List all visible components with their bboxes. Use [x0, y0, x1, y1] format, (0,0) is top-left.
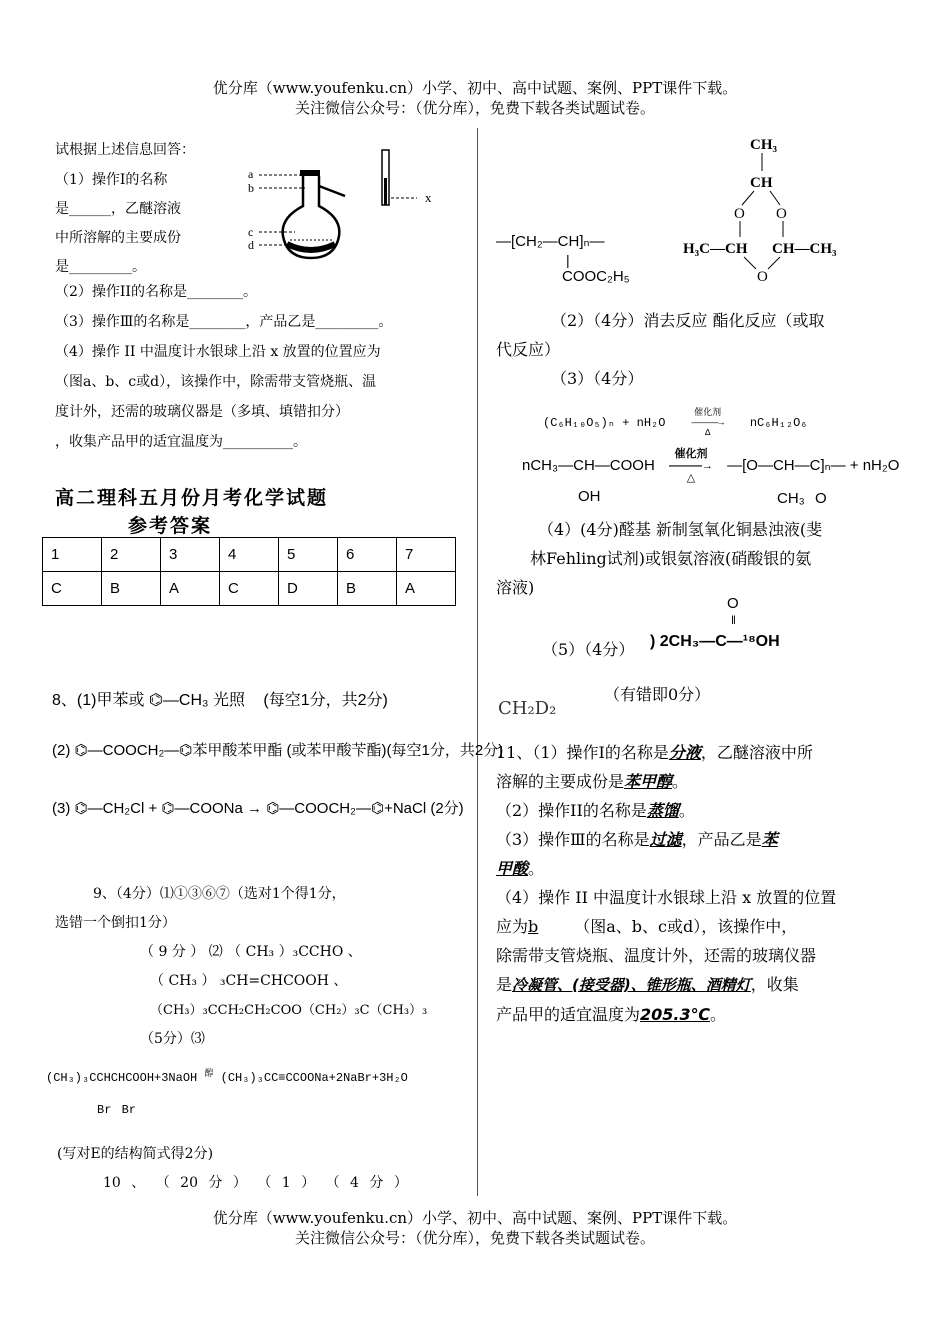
header-line-2: 关注微信公众号：（优分库），免费下载各类试题试卷。 — [294, 99, 655, 117]
table-cell: 3 — [161, 538, 220, 572]
a11-position-answer: b — [528, 917, 539, 936]
a11-l5b: 。 — [528, 859, 545, 878]
a11-line-7 — [496, 912, 916, 941]
table-cell: B — [102, 572, 161, 606]
a11-l1c: ，乙醚溶液中所 — [700, 743, 813, 762]
q1-line-d: 是_________。 — [55, 259, 146, 275]
q10-answers-2-3 — [496, 306, 906, 393]
eq1-delta: Δ — [704, 428, 711, 438]
table-cell: B — [338, 572, 397, 606]
a11-l2c: 。 — [672, 772, 689, 791]
page-title: 高二理科五月份月考化学试题 — [55, 487, 329, 509]
q8-l1c: (每空1分，共2分) — [263, 692, 388, 709]
a11-l7a: 应为 — [496, 917, 529, 936]
eq2-right: —[O—CH—C]ₙ— + nH₂O — [727, 456, 900, 474]
q10-5-label: （5）（4分） — [542, 640, 635, 659]
label-x: x — [425, 190, 432, 205]
q4-line-a: （4）操作 II 中温度计水银球上沿 x 放置的位置应为 — [55, 344, 381, 360]
a11-line-2 — [496, 767, 916, 796]
label-c: c — [248, 225, 254, 239]
a11-l3a: （2）操作II的名称是 — [496, 801, 647, 820]
a11-line-1 — [496, 738, 916, 767]
a11-l2a: 溶解的主要成份是 — [496, 772, 625, 791]
benzene-icon: ⌬ — [370, 800, 385, 817]
q10-2-line-b: 代反应） — [496, 340, 561, 359]
label-a: a — [248, 167, 254, 181]
table-row-answers — [43, 572, 456, 606]
q8-l2a: (2) — [52, 742, 71, 759]
q9-note: (写对E的结构简式得2分) — [57, 1146, 214, 1162]
table-cell: 6 — [338, 538, 397, 572]
benzene-icon: ⌬ — [266, 800, 280, 817]
tri-o3: O — [757, 269, 768, 283]
table-cell: 4 — [220, 538, 279, 572]
q10-3-line: （3）（4分） — [551, 369, 644, 388]
a11-l10c: 。 — [710, 1005, 727, 1024]
table-cell: 5 — [279, 538, 338, 572]
table-cell: 1 — [43, 538, 102, 572]
question-11-block — [55, 137, 195, 282]
q8-line-1 — [52, 687, 472, 727]
a11-line-4 — [496, 825, 916, 854]
table-cell: 2 — [102, 538, 161, 572]
q10-5-formula: ) 2CH₃—C—¹⁸OH — [650, 633, 780, 650]
label-d: d — [248, 238, 254, 252]
table-cell: A — [161, 572, 220, 606]
answer-table — [42, 537, 456, 606]
footer-line-2: 关注微信公众号：（优分库），免费下载各类试题试卷。 — [294, 1229, 655, 1247]
q5-double-bond: ‖ — [731, 613, 736, 627]
q2-q4-block — [55, 277, 470, 457]
q8-line-3 — [52, 797, 472, 837]
header-line-1: 优分库（www.youfenku.cn）小学、初中、高中试题、案例、PPT课件下载。 — [212, 79, 738, 97]
q3-line: （3）操作Ⅲ的名称是________，产品乙是_________。 — [55, 314, 393, 330]
q4-line-c: 度计外，还需的玻璃仪器是（多填、填错扣分） — [55, 404, 349, 420]
q10-2-line-a: （2）（4分）消去反应 酯化反应（或取 — [551, 311, 825, 330]
column-divider — [477, 128, 478, 1196]
q8-l3d: —COOCH₂— — [279, 800, 371, 817]
page-subtitle: 参考答案 — [128, 515, 213, 537]
q9-eq-bromines: Br Br — [97, 1103, 137, 1117]
q8-block — [52, 687, 504, 837]
eq1-arrow: 催化剂 —————→ Δ — [691, 408, 724, 438]
benzene-icon: ⌬ — [179, 742, 193, 759]
q8-number: 8、 — [52, 692, 77, 709]
q9-line-4: （ CH₃ ） ₃CH=CHCOOH 、 — [150, 973, 348, 989]
q8-l3b: —CH₂Cl + — [87, 800, 158, 817]
table-cell: C — [43, 572, 102, 606]
a11-l4a: （3）操作Ⅲ的名称是 — [496, 830, 650, 849]
q10-4-line-a: （4）(4分)醛基 新制氢氧化铜悬浊液(斐 — [538, 520, 823, 539]
footer-line-1: 优分库（www.youfenku.cn）小学、初中、高中试题、案例、PPT课件下载。 — [212, 1209, 738, 1227]
polymer-chain: —[CH₂—CH]ₙ— — [496, 233, 605, 250]
a11-line-9 — [496, 970, 916, 1000]
q9-block — [55, 880, 465, 1054]
a11-l9a: 是 — [496, 975, 513, 994]
a11-line-8: 除需带支管烧瓶、温度计外，还需的玻璃仪器 — [496, 946, 817, 965]
table-cell: D — [279, 572, 338, 606]
polymer-structure — [496, 232, 630, 285]
q8-l1a: (1)甲苯或 — [76, 692, 145, 709]
q9-line-2: 选错一个倒扣1分） — [55, 915, 176, 931]
a11-l9c: ，收集 — [750, 975, 799, 994]
q9-eq-condition: 醇 — [204, 1069, 214, 1079]
tri-left: H₃C—CH — [683, 241, 748, 257]
q1-line-a: （1）操作Ⅰ的名称 — [55, 172, 168, 188]
benzene-icon: ⌬ — [161, 800, 175, 817]
answer-11-block — [496, 738, 916, 1029]
tri-ch: CH — [750, 175, 773, 191]
hydrolysis-equation — [543, 408, 807, 438]
eq1-left: (C₆H₁₀O₅)ₙ + nH₂O — [543, 416, 666, 431]
a11-product-b-part2: 甲酸 — [496, 859, 529, 878]
q-intro: 试根据上述信息回答： — [55, 142, 195, 158]
tri-o2: O — [776, 206, 787, 222]
tri-o1: O — [734, 206, 745, 222]
ch2d2-formula: CH₂D₂ — [498, 698, 557, 719]
polylactic-equation — [522, 448, 899, 484]
q1-text — [55, 166, 195, 282]
q9-line-6: （5分）⑶ — [140, 1031, 205, 1047]
a11-op3-answer: 过滤 — [649, 830, 682, 849]
page-footer — [0, 1208, 950, 1248]
eq2-ch3: CH₃ — [777, 490, 805, 507]
q8-l2b: —COOCH₂— — [87, 742, 180, 759]
trioxane-structure — [680, 133, 850, 283]
q10-heading: 10 、 （ 20 分 ） （ 1 ） （ 4 分 ） — [103, 1175, 408, 1191]
a11-solute-answer: 苯甲醇 — [624, 772, 673, 791]
label-b: b — [248, 181, 254, 195]
distillation-flask-figure — [245, 148, 450, 263]
table-cell: A — [397, 572, 456, 606]
q8-l3e: +NaCl (2分) — [384, 800, 464, 817]
eq2-condition: 催化剂 — [674, 448, 708, 460]
q2-line: （2）操作II的名称是________。 — [55, 284, 257, 300]
a11-l10a: 产品甲的适宜温度为 — [496, 1005, 641, 1024]
q9-eq-left: (CH₃)₃CCHCHCOOH+3NaOH — [46, 1071, 198, 1085]
q9-equation — [46, 1066, 408, 1085]
a11-l1a: 11、（1）操作Ⅰ的名称是 — [496, 743, 669, 762]
a11-glassware-answer: 冷凝管、(接受器)、锥形瓶、酒精灯 — [512, 976, 751, 994]
tri-right: CH—CH₃ — [772, 241, 837, 257]
a11-line-3 — [496, 796, 916, 825]
q8-line-2 — [52, 739, 504, 797]
table-cell: C — [220, 572, 279, 606]
a11-l3c: 。 — [678, 801, 695, 820]
benzene-icon: ⌬ — [74, 742, 88, 759]
q8-l3c: —COONa → — [174, 800, 263, 817]
a11-line-10 — [496, 1000, 916, 1029]
benzene-icon: ⌬ — [74, 800, 88, 817]
polymer-substituent: COOC₂H₅ — [562, 268, 630, 285]
page-header — [0, 78, 950, 118]
q9-line-3: （ 9 分 ） ⑵ （ CH₃ ）₃CCHO 、 — [140, 944, 362, 960]
benzene-icon: ⌬ — [148, 692, 163, 709]
q1-line-b: 是______，乙醚溶液 — [55, 201, 181, 217]
q10-4-line-c: 溶液) — [496, 578, 535, 597]
a11-product-b-part1: 苯 — [761, 830, 778, 849]
q5-formula-text: 2CH₃—C—¹⁸OH — [659, 633, 780, 650]
polymer-bond: | — [566, 252, 570, 268]
q9-line-1: 9、（4分）⑴①③⑥⑦（选对1个得1分， — [93, 886, 346, 902]
tri-top: CH₃ — [750, 137, 777, 153]
q1-line-c: 中所溶解的主要成份 — [55, 230, 181, 246]
eq1-condition: 催化剂 — [694, 408, 722, 418]
a11-l7c: （图a、b、c或d），该操作中， — [574, 917, 798, 936]
a11-l4c: ，产品乙是 — [681, 830, 762, 849]
q9-line-5: （CH₃）₃CCH₂CH₂COO（CH₂）₃C（CH₃）₃ — [150, 1003, 428, 1018]
q10-4-answer — [496, 515, 911, 602]
a11-line-6: （4）操作 II 中温度计水银球上沿 x 放置的位置 — [496, 888, 837, 907]
eq1-right: nC₆H₁₂O₆ — [749, 416, 808, 431]
eq2-delta: △ — [686, 472, 696, 484]
q4-line-d: ，收集产品甲的适宜温度为__________。 — [55, 434, 307, 450]
q8-l3a: (3) — [52, 800, 71, 817]
eq2-left: nCH₃—CH—COOH — [522, 456, 655, 474]
table-row-numbers — [43, 538, 456, 572]
q4-line-b: （图a、b、c或d），该操作中，除需带支管烧瓶、温 — [55, 374, 377, 390]
eq2-o: O — [815, 490, 827, 507]
a11-temperature-answer: 205.3℃ — [640, 1005, 710, 1024]
table-cell: 7 — [397, 538, 456, 572]
q10-6-note: （有错即0分） — [604, 685, 711, 704]
q8-l2c: 苯甲酸苯甲酯 (或苯甲酸苄酯)(每空1分，共2分) — [192, 742, 504, 759]
a11-op1-answer: 分液 — [668, 743, 701, 762]
a11-line-5 — [496, 854, 916, 883]
eq2-oh: OH — [578, 488, 601, 505]
a11-op2-answer: 蒸馏 — [646, 801, 679, 820]
q5-carbonyl-o: O — [727, 595, 739, 612]
eq2-arrow: 催化剂 ———→ △ — [668, 448, 713, 484]
q9-eq-right: (CH₃)₃CC≡CCOONa+2NaBr+3H₂O — [220, 1071, 408, 1085]
q8-l1b: —CH₃ 光照 — [162, 692, 245, 709]
q10-4-line-b: 林Fehling试剂)或银氨溶液(硝酸银的氨 — [530, 549, 812, 568]
